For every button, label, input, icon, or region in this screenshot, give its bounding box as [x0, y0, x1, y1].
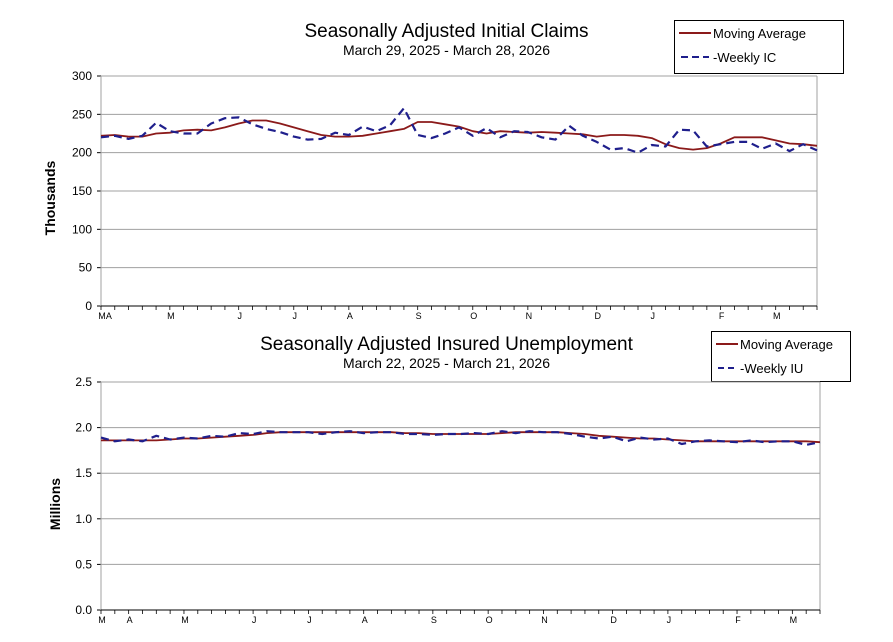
y-tick-label: 100	[71, 222, 92, 237]
y-tick-label: 0	[85, 299, 92, 313]
x-tick-label: J	[307, 615, 312, 625]
legend-label: Moving Average	[740, 336, 833, 352]
x-tick-label: M	[98, 311, 106, 321]
legend-label: -Weekly IC	[713, 49, 777, 65]
x-tick-label: O	[485, 615, 493, 625]
y-tick-label: 200	[71, 145, 92, 160]
x-tick-label: M	[772, 311, 781, 321]
x-tick-label: J	[251, 615, 257, 625]
x-tick-label: A	[346, 311, 353, 321]
y-tick-label: 2.5	[75, 375, 92, 389]
y-axis-label: Thousands	[42, 160, 58, 236]
x-tick-label: N	[525, 311, 533, 321]
x-tick-label: M	[789, 615, 798, 625]
x-tick-label: A	[126, 615, 133, 625]
y-tick-label: 150	[71, 184, 92, 198]
x-tick-label: J	[666, 615, 672, 625]
x-tick-label: M	[167, 311, 175, 321]
x-tick-label: J	[650, 311, 656, 321]
chart-subtitle: March 29, 2025 - March 28, 2026	[342, 42, 550, 58]
y-tick-label: 250	[71, 107, 92, 122]
x-tick-label: S	[415, 311, 422, 321]
x-tick-label: M	[181, 615, 189, 625]
x-tick-label: O	[470, 311, 478, 321]
chart-title: Seasonally Adjusted Insured Unemployment	[260, 334, 633, 355]
y-tick-label: 50	[78, 260, 92, 275]
x-tick-label: D	[594, 311, 601, 321]
x-tick-label: N	[541, 615, 548, 625]
y-tick-label: 1.5	[75, 466, 92, 481]
x-tick-label: J	[237, 311, 242, 321]
insured-unemployment-chart	[0, 322, 893, 642]
x-tick-label: D	[610, 615, 617, 625]
x-tick-label: F	[718, 311, 725, 321]
x-tick-label: F	[735, 615, 741, 625]
chart-subtitle: March 22, 2025 - March 21, 2026	[342, 355, 550, 371]
legend-label: Moving Average	[713, 25, 806, 41]
legend-label: -Weekly IU	[740, 360, 804, 376]
x-tick-label: S	[430, 615, 437, 625]
x-tick-label: M	[98, 615, 106, 625]
y-axis-label: Millions	[47, 477, 63, 531]
y-tick-label: 0.5	[75, 557, 92, 572]
x-tick-label: J	[292, 311, 298, 321]
x-tick-label: A	[361, 615, 368, 625]
y-tick-label: 1.0	[75, 511, 92, 526]
chart-title: Seasonally Adjusted Initial Claims	[304, 21, 589, 42]
x-tick-label: A	[105, 311, 112, 321]
y-tick-label: 2.0	[75, 420, 92, 435]
y-tick-label: 0.0	[75, 603, 92, 617]
plot-area	[0, 322, 893, 642]
y-tick-label: 300	[71, 69, 92, 83]
